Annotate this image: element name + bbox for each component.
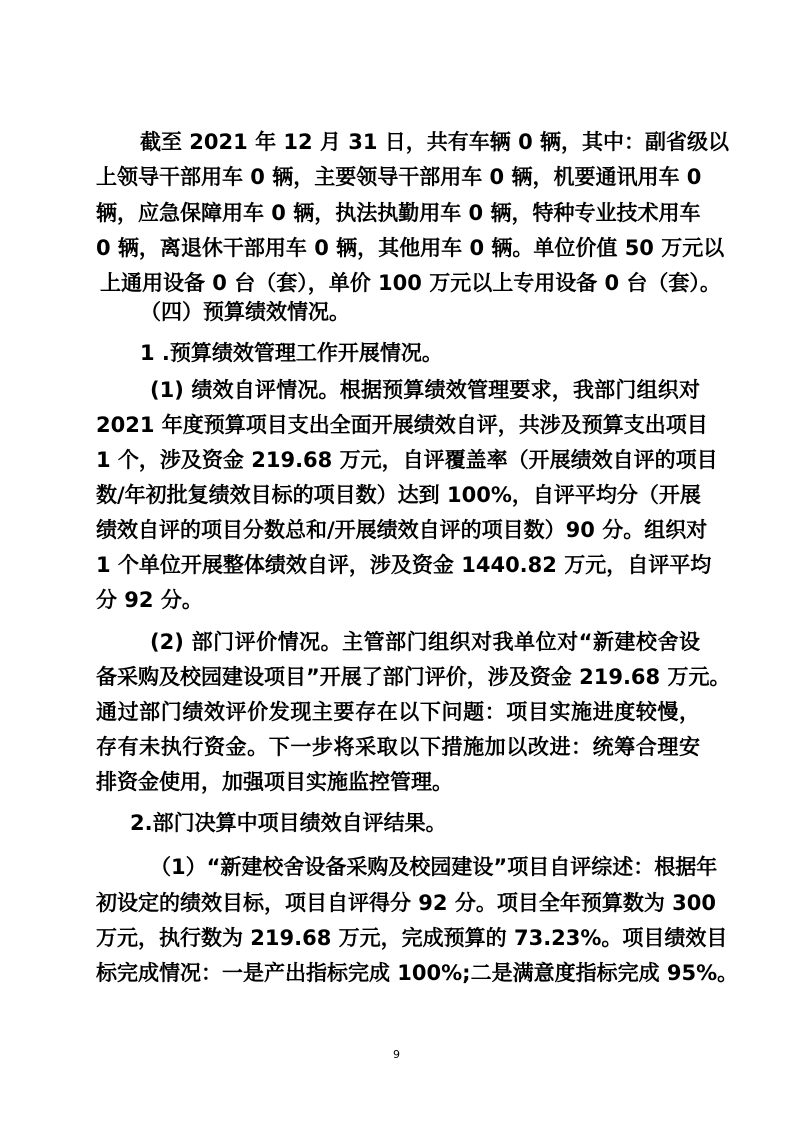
paragraph-line: 上通用设备 0 台（套），单价 100 万元以上专用设备 0 台（套）。: [100, 271, 721, 295]
paragraph-line: 辆，应急保障用车 0 辆，执法执勤用车 0 辆，特种专业技术用车: [96, 201, 701, 225]
paragraph-line: 2021 年度预算项目支出全面开展绩效自评，共涉及预算支出项目: [96, 413, 708, 437]
paragraph-line: 0 辆，离退休干部用车 0 辆，其他用车 0 辆。单位价值 50 万元以: [96, 236, 725, 260]
paragraph-line: (1) 绩效自评情况。根据预算绩效管理要求，我部门组织对: [150, 378, 700, 402]
paragraph-line: (2) 部门评价情况。主管部门组织对我单位对“新建校舍设: [150, 630, 700, 654]
paragraph-line: 分 92 分。: [96, 588, 203, 612]
paragraph-line: （1）“新建校舍设备采购及校园建设”项目自评综述：根据年: [150, 855, 718, 879]
section-heading: （四）预算绩效情况。: [140, 300, 350, 324]
paragraph-line: 绩效自评的项目分数总和/开展绩效自评的项目数）90 分。组织对: [96, 518, 708, 542]
paragraph-line: 截至 2021 年 12 月 31 日，共有车辆 0 辆，其中：副省级以: [140, 130, 729, 154]
paragraph-line: 存有未执行资金。下一步将采取以下措施加以改进：统筹合理安: [96, 735, 700, 759]
paragraph-line: 万元，执行数为 219.68 万元，完成预算的 73.23%。项目绩效目: [96, 926, 728, 950]
subsection-heading: 1 .预算绩效管理工作开展情况。: [140, 341, 443, 365]
paragraph-line: 上领导干部用车 0 辆，主要领导干部用车 0 辆，机要通讯用车 0: [96, 165, 702, 189]
paragraph-line: 1 个，涉及资金 219.68 万元，自评覆盖率（开展绩效自评的项目: [96, 448, 718, 472]
paragraph-line: 排资金使用，加强项目实施监控管理。: [96, 770, 453, 794]
paragraph-line: 标完成情况：一是产出指标完成 100%;二是满意度指标完成 95%。: [96, 961, 739, 985]
subsection-heading: 2.部门决算中项目绩效自评结果。: [130, 811, 447, 835]
paragraph-line: 数/年初批复绩效目标的项目数）达到 100%，自评平均分（开展: [96, 483, 701, 507]
paragraph-line: 1 个单位开展整体绩效自评，涉及资金 1440.82 万元，自评平均: [96, 553, 712, 577]
paragraph-line: 备采购及校园建设项目”开展了部门评价，涉及资金 219.68 万元。: [96, 665, 731, 689]
paragraph-line: 初设定的绩效目标，项目自评得分 92 分。项目全年预算数为 300: [96, 891, 716, 915]
paragraph-line: 通过部门绩效评价发现主要存在以下问题：项目实施进度较慢，: [96, 700, 700, 724]
page-number: 9: [393, 1048, 400, 1061]
